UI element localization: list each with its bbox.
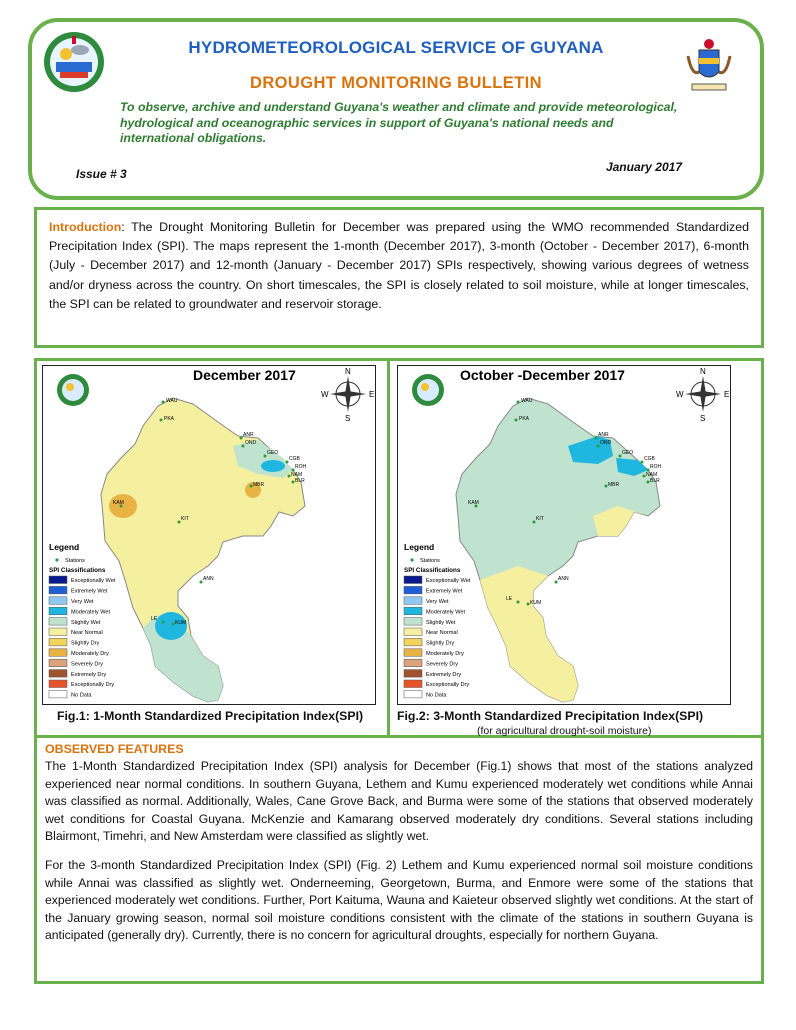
- legend-label: Moderately Dry: [71, 651, 109, 657]
- legend-swatch: [49, 670, 67, 678]
- svg-text:KAM: KAM: [468, 500, 479, 506]
- svg-text:CGB: CGB: [644, 456, 655, 462]
- legend-label: Near Normal: [426, 630, 458, 637]
- svg-text:MBR: MBR: [253, 482, 265, 488]
- moderately-wet-lethem-1: [155, 612, 187, 640]
- figure-1-caption: Fig.1: 1-Month Standardized Precipitation Index(SPI): [57, 709, 364, 723]
- svg-text:BLR: BLR: [295, 478, 305, 484]
- legend-label: Very Wet: [426, 599, 449, 605]
- legend-2: [404, 542, 471, 699]
- legend-swatch: [404, 607, 422, 615]
- svg-text:LE: LE: [506, 596, 513, 602]
- svg-text:KUM: KUM: [175, 620, 187, 626]
- legend-label: Very Wet: [71, 599, 94, 605]
- figures-section: [34, 358, 764, 738]
- legend-label: Slightly Wet: [426, 619, 456, 626]
- svg-text:WAU: WAU: [166, 398, 178, 404]
- legend-swatch: [404, 680, 422, 688]
- observed-features-heading: OBSERVED FEATURES: [45, 742, 184, 756]
- observed-paragraph-1: The 1-Month Standardized Precipitation Index (SPI) analysis for December (Fig.1) shows that most of the stations analyzed experienced near normal conditions. In southern Guyana, Lethem and Kumu experienced moderately wet conditions while Annai was classified as normal. Additionally, Wales, Cane Grove Back, and Burma were some of the stations that observed moderately wet conditions for Coastal Guyana. McKenzie and Kamarang observed moderately dry conditions. Several stations including Blairmont, Timehri, and New Amsterdam were classified as slightly wet.: [45, 759, 753, 844]
- legend-label: Extremely Wet: [426, 588, 463, 595]
- svg-text:GEO: GEO: [267, 450, 279, 456]
- figure-2-subcaption: (for agricultural drought-soil moisture): [477, 725, 652, 737]
- moderately-dry-kamarang-1: [109, 494, 137, 518]
- bulletin-title: DROUGHT MONITORING BULLETIN: [250, 74, 542, 92]
- svg-text:GEO: GEO: [622, 450, 634, 456]
- legend-swatch: [49, 659, 67, 667]
- legend-label: Extremely Dry: [71, 671, 107, 678]
- map-panel-2: [397, 365, 731, 705]
- svg-text:Stations: Stations: [65, 558, 85, 564]
- svg-text:NAM: NAM: [646, 472, 658, 478]
- map-panel-1: [42, 365, 376, 705]
- legend-label: Moderately Dry: [426, 651, 464, 657]
- svg-text:MBR: MBR: [608, 482, 620, 488]
- svg-text:SPI Classifications: SPI Classifications: [404, 567, 461, 574]
- legend-label: Exceptionally Dry: [426, 682, 470, 689]
- legend-swatch: [49, 607, 67, 615]
- legend-swatch: [404, 659, 422, 667]
- issue-number: Issue # 3: [76, 167, 127, 181]
- legend-swatch: [404, 586, 422, 594]
- issue-date: January 2017: [605, 160, 682, 174]
- svg-text:ANN: ANN: [558, 576, 569, 582]
- svg-text:Legend: Legend: [404, 542, 435, 552]
- legend-label: Moderately Wet: [71, 609, 111, 616]
- svg-text:ROH: ROH: [650, 464, 662, 470]
- mission-statement: To observe, archive and understand Guyana's weather and climate and provide meteorological, hydrological and oceanographic services in support of Guyana's national needs and international obligations.: [120, 100, 678, 145]
- svg-text:OND: OND: [245, 440, 257, 446]
- legend-swatch: [49, 576, 67, 584]
- figure-divider: [387, 361, 390, 735]
- svg-text:W: W: [676, 390, 684, 399]
- legend-label: Near Normal: [71, 630, 103, 637]
- legend-swatch: [49, 586, 67, 594]
- legend-label: Exceptionally Wet: [426, 578, 471, 585]
- legend-label: Extremely Dry: [426, 671, 462, 678]
- legend-label: Slightly Dry: [71, 640, 100, 647]
- svg-text:ROH: ROH: [295, 464, 307, 470]
- legend-swatch: [404, 638, 422, 646]
- header-box: [28, 18, 764, 200]
- agency-title: HYDROMETEOROLOGICAL SERVICE OF GUYANA: [188, 38, 604, 57]
- legend-label: Slightly Wet: [71, 619, 101, 626]
- svg-text:KAM: KAM: [113, 500, 124, 506]
- map-title-2: October -December 2017: [460, 367, 625, 383]
- legend-swatch: [49, 618, 67, 626]
- svg-text:N: N: [345, 367, 351, 376]
- legend-label: Slightly Dry: [426, 640, 455, 647]
- introduction-text: : The Drought Monitoring Bulletin for December was prepared using the WMO recommended Standardized Precipitation Index (SPI). The maps represent the 1-month (December 2017), 3-month (October - December 2017), 6-month (July - December 2017) and 12-month (January - December 2017) SPIs respectively, showing various degrees of wetness and/or dryness across the country. On short timescales, the SPI is closely related to soil moisture, while at longer timescales, the SPI can be related to groundwater and reservoir storage.: [49, 220, 749, 311]
- near-normal-south-2: [480, 566, 578, 702]
- legend-swatch: [49, 597, 67, 605]
- moderately-wet-coast-1: [261, 460, 285, 472]
- legend-swatch: [404, 670, 422, 678]
- legend-label: Exceptionally Dry: [71, 682, 115, 689]
- svg-text:N: N: [700, 367, 706, 376]
- svg-text:W: W: [321, 390, 329, 399]
- legend-label: Moderately Wet: [426, 609, 466, 616]
- map-title-1: December 2017: [193, 367, 296, 383]
- legend-label: No Data: [426, 692, 447, 699]
- svg-text:KUM: KUM: [530, 600, 542, 606]
- legend-swatch: [404, 597, 422, 605]
- svg-text:BLR: BLR: [650, 478, 660, 484]
- introduction-section: [34, 207, 764, 348]
- svg-text:OND: OND: [600, 440, 612, 446]
- legend-label: No Data: [71, 692, 92, 699]
- svg-text:S: S: [700, 414, 706, 423]
- spi-map-2: [398, 366, 730, 704]
- legend-1: [49, 542, 116, 699]
- svg-text:KIT: KIT: [181, 516, 189, 522]
- spi-map-1: [43, 366, 375, 704]
- legend-swatch: [49, 690, 67, 698]
- introduction-heading: Introduction: [49, 220, 122, 234]
- legend-swatch: [404, 618, 422, 626]
- svg-text:LE: LE: [151, 616, 158, 622]
- legend-swatch: [404, 576, 422, 584]
- svg-text:ANR: ANR: [243, 432, 254, 438]
- legend-label: Exceptionally Wet: [71, 578, 116, 585]
- legend-swatch: [404, 649, 422, 657]
- legend-label: Extremely Wet: [71, 588, 108, 595]
- svg-text:KIT: KIT: [536, 516, 544, 522]
- svg-text:PKA: PKA: [164, 416, 175, 422]
- legend-swatch: [49, 638, 67, 646]
- legend-swatch: [49, 628, 67, 636]
- svg-text:WAU: WAU: [521, 398, 533, 404]
- svg-text:Legend: Legend: [49, 542, 80, 552]
- figure-2-caption: Fig.2: 3-Month Standardized Precipitation Index(SPI): [397, 709, 704, 723]
- legend-label: Severely Dry: [71, 661, 104, 668]
- svg-text:E: E: [724, 390, 730, 399]
- svg-text:CGB: CGB: [289, 456, 300, 462]
- legend-swatch: [49, 649, 67, 657]
- compass-rose-1: [321, 367, 374, 423]
- observed-paragraph-2: For the 3-month Standardized Precipitation Index (SPI) (Fig. 2) Lethem and Kumu experienced normal soil moisture conditions while Annai was classified as slightly wet. Onderneeming, Georgetown, Burma, and Enmore were some of the stations that experienced moderately wet conditions. Further, Port Kaituma, Wauna and Kaieteur observed slightly wet conditions. At the start of the January growing season, normal soil moisture conditions consistent with the climate of the stations in southern Guyana is anticipated (generally dry). Currently, there is no concern for agricultural droughts, especially for northern Guyana.: [45, 858, 753, 943]
- svg-text:S: S: [345, 414, 351, 423]
- svg-text:ANN: ANN: [203, 576, 214, 582]
- svg-text:SPI Classifications: SPI Classifications: [49, 567, 106, 574]
- legend-swatch: [49, 680, 67, 688]
- compass-rose-2: [676, 367, 729, 423]
- svg-text:ANR: ANR: [598, 432, 609, 438]
- legend-swatch: [404, 628, 422, 636]
- legend-swatch: [404, 690, 422, 698]
- legend-label: Severely Dry: [426, 661, 459, 668]
- svg-text:Stations: Stations: [420, 558, 440, 564]
- observed-features-section: [34, 738, 764, 984]
- svg-text:E: E: [369, 390, 375, 399]
- svg-text:PKA: PKA: [519, 416, 530, 422]
- svg-text:NAM: NAM: [291, 472, 303, 478]
